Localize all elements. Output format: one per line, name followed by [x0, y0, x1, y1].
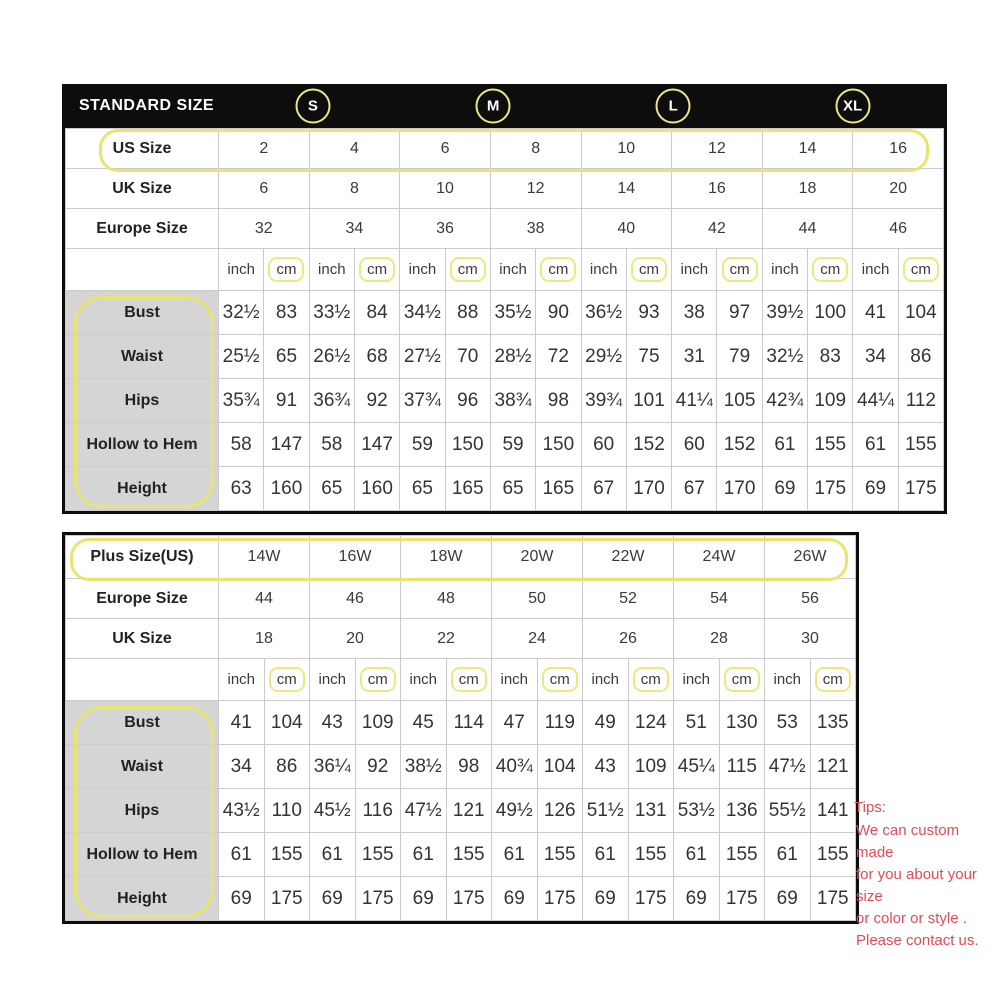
measurement-cell: 28½	[490, 335, 535, 379]
size-cell: 20	[853, 169, 944, 209]
size-cell: 16	[672, 169, 763, 209]
measurement-cell: 155	[808, 423, 853, 467]
measurement-cell: 26½	[309, 335, 354, 379]
measurement-cell: 59	[490, 423, 535, 467]
measurement-cell: 63	[219, 467, 264, 511]
size-badge-l	[656, 89, 691, 124]
measurement-cell: 155	[446, 833, 492, 877]
row-label: Hollow to Hem	[66, 833, 219, 877]
size-cell: 20	[310, 619, 401, 659]
inch-unit-cell: inch	[219, 659, 265, 701]
measurement-cell: 155	[810, 833, 856, 877]
measurement-cell: 49	[583, 701, 629, 745]
size-cell: 16	[853, 129, 944, 169]
row-label: Europe Size	[66, 579, 219, 619]
measurement-cell: 126	[537, 789, 583, 833]
size-cell: 22	[401, 619, 492, 659]
size-cell: 46	[853, 209, 944, 249]
measurement-cell: 61	[853, 423, 898, 467]
measurement-cell: 86	[264, 745, 310, 789]
measurement-cell: 114	[446, 701, 492, 745]
measurement-cell: 84	[354, 291, 399, 335]
measurement-cell: 155	[264, 833, 310, 877]
inch-unit-cell: inch	[853, 249, 898, 291]
measurement-cell: 69	[674, 877, 720, 921]
inch-unit-cell: inch	[310, 659, 356, 701]
cm-unit-cell	[264, 249, 309, 291]
measurement-cell: 35¾	[219, 379, 264, 423]
measurement-cell: 38	[672, 291, 717, 335]
measurement-cell: 68	[354, 335, 399, 379]
measurement-cell: 36¾	[309, 379, 354, 423]
size-cell: 18W	[401, 536, 492, 579]
measurement-cell: 49½	[492, 789, 538, 833]
measurement-cell: 141	[810, 789, 856, 833]
measurement-cell: 69	[219, 877, 265, 921]
row-label-empty	[66, 249, 219, 291]
measurement-cell: 91	[264, 379, 309, 423]
size-cell: 56	[765, 579, 856, 619]
tips-line: or color or style .	[856, 910, 967, 927]
measurement-cell: 36¼	[310, 745, 356, 789]
size-cell: 38	[490, 209, 581, 249]
row-label: Hollow to Hem	[66, 423, 219, 467]
size-cell: 44	[219, 579, 310, 619]
measurement-cell: 61	[674, 833, 720, 877]
cm-unit-cell	[717, 249, 762, 291]
measurement-cell: 86	[898, 335, 943, 379]
inch-unit-cell: inch	[400, 249, 445, 291]
measurement-cell: 105	[717, 379, 762, 423]
size-cell: 12	[490, 169, 581, 209]
measurement-cell: 175	[355, 877, 401, 921]
measurement-cell: 104	[264, 701, 310, 745]
size-cell: 24W	[674, 536, 765, 579]
row-label: Hips	[66, 789, 219, 833]
measurement-cell: 119	[537, 701, 583, 745]
measurement-cell: 39½	[762, 291, 807, 335]
inch-unit-cell: inch	[674, 659, 720, 701]
cm-unit-cell	[355, 659, 401, 701]
measurement-cell: 25½	[219, 335, 264, 379]
measurement-cell: 43	[583, 745, 629, 789]
unit-row	[66, 249, 944, 291]
measurement-cell: 61	[765, 833, 811, 877]
measurement-cell: 100	[808, 291, 853, 335]
measurement-cell: 93	[626, 291, 671, 335]
size-cell: 14	[581, 169, 672, 209]
measurement-cell: 83	[264, 291, 309, 335]
measurement-cell: 75	[626, 335, 671, 379]
cm-highlight: cm	[540, 257, 576, 282]
size-cell: 12	[672, 129, 763, 169]
measurement-cell: 61	[219, 833, 265, 877]
measurement-cell: 109	[355, 701, 401, 745]
size-row	[66, 619, 856, 659]
measurement-cell: 38¾	[490, 379, 535, 423]
cm-unit-cell	[445, 249, 490, 291]
measurement-row	[66, 335, 944, 379]
measurement-cell: 39¾	[581, 379, 626, 423]
tips-title: Tips:	[854, 799, 886, 816]
cm-unit-cell	[446, 659, 492, 701]
measurement-cell: 131	[628, 789, 674, 833]
measurement-cell: 67	[581, 467, 626, 511]
inch-unit-cell: inch	[581, 249, 626, 291]
inch-unit-cell: inch	[219, 249, 264, 291]
row-label: Plus Size(US)	[66, 536, 219, 579]
measurement-cell: 69	[583, 877, 629, 921]
measurement-cell: 152	[626, 423, 671, 467]
measurement-cell: 47½	[401, 789, 447, 833]
size-cell: 50	[492, 579, 583, 619]
measurement-cell: 65	[309, 467, 354, 511]
size-cell: 40	[581, 209, 672, 249]
measurement-cell: 61	[762, 423, 807, 467]
size-cell: 26W	[765, 536, 856, 579]
size-cell: 18	[219, 619, 310, 659]
cm-unit-cell	[628, 659, 674, 701]
cm-highlight: cm	[812, 257, 848, 282]
measurement-cell: 110	[264, 789, 310, 833]
measurement-cell: 165	[536, 467, 581, 511]
size-cell: 44	[762, 209, 853, 249]
measurement-cell: 45	[401, 701, 447, 745]
inch-unit-cell: inch	[401, 659, 447, 701]
inch-unit-cell: inch	[492, 659, 538, 701]
cm-highlight: cm	[631, 257, 667, 282]
size-cell: 52	[583, 579, 674, 619]
measurement-cell: 147	[264, 423, 309, 467]
measurement-cell: 65	[264, 335, 309, 379]
cm-unit-cell	[719, 659, 765, 701]
size-cell: 2	[219, 129, 310, 169]
measurement-cell: 27½	[400, 335, 445, 379]
measurement-row	[66, 833, 856, 877]
measurement-cell: 79	[717, 335, 762, 379]
measurement-cell: 165	[445, 467, 490, 511]
measurement-cell: 34	[219, 745, 265, 789]
cm-unit-cell	[536, 249, 581, 291]
measurement-row	[66, 291, 944, 335]
measurement-cell: 135	[810, 701, 856, 745]
measurement-cell: 121	[810, 745, 856, 789]
measurement-row	[66, 701, 856, 745]
measurement-cell: 58	[309, 423, 354, 467]
measurement-cell: 155	[628, 833, 674, 877]
measurement-cell: 160	[264, 467, 309, 511]
measurement-cell: 69	[853, 467, 898, 511]
measurement-cell: 32½	[219, 291, 264, 335]
measurement-cell: 70	[445, 335, 490, 379]
size-cell: 6	[400, 129, 491, 169]
measurement-cell: 67	[672, 467, 717, 511]
measurement-cell: 44¼	[853, 379, 898, 423]
measurement-cell: 41	[853, 291, 898, 335]
cm-highlight: cm	[903, 257, 939, 282]
cm-unit-cell	[537, 659, 583, 701]
measurement-cell: 175	[628, 877, 674, 921]
measurement-cell: 155	[355, 833, 401, 877]
cm-highlight: cm	[724, 667, 760, 692]
measurement-cell: 92	[355, 745, 401, 789]
size-cell: 24	[492, 619, 583, 659]
size-badge-m	[476, 89, 511, 124]
measurement-cell: 34	[853, 335, 898, 379]
measurement-cell: 109	[628, 745, 674, 789]
inch-unit-cell: inch	[309, 249, 354, 291]
size-cell: 8	[490, 129, 581, 169]
measurement-cell: 150	[536, 423, 581, 467]
measurement-cell: 41¼	[672, 379, 717, 423]
measurement-cell: 33½	[309, 291, 354, 335]
measurement-cell: 175	[446, 877, 492, 921]
cm-highlight: cm	[451, 667, 487, 692]
measurement-cell: 41	[219, 701, 265, 745]
measurement-cell: 155	[898, 423, 943, 467]
measurement-cell: 61	[583, 833, 629, 877]
measurement-cell: 43½	[219, 789, 265, 833]
size-cell: 18	[762, 169, 853, 209]
size-cell: 4	[309, 129, 400, 169]
measurement-cell: 90	[536, 291, 581, 335]
measurement-cell: 60	[672, 423, 717, 467]
measurement-cell: 88	[445, 291, 490, 335]
measurement-row	[66, 789, 856, 833]
tips-line: Please contact us.	[856, 932, 979, 949]
inch-unit-cell: inch	[583, 659, 629, 701]
measurement-cell: 61	[401, 833, 447, 877]
row-label: Bust	[66, 701, 219, 745]
measurement-cell: 65	[400, 467, 445, 511]
measurement-cell: 61	[492, 833, 538, 877]
size-cell: 42	[672, 209, 763, 249]
measurement-cell: 175	[537, 877, 583, 921]
size-row	[66, 169, 944, 209]
measurement-cell: 72	[536, 335, 581, 379]
size-cell: 48	[401, 579, 492, 619]
measurement-cell: 47½	[765, 745, 811, 789]
cm-highlight: cm	[359, 257, 395, 282]
measurement-row	[66, 423, 944, 467]
measurement-cell: 69	[762, 467, 807, 511]
row-label: US Size	[66, 129, 219, 169]
measurement-cell: 98	[446, 745, 492, 789]
measurement-cell: 69	[401, 877, 447, 921]
measurement-cell: 101	[626, 379, 671, 423]
measurement-cell: 42¾	[762, 379, 807, 423]
tips-note	[854, 797, 1000, 952]
inch-unit-cell: inch	[490, 249, 535, 291]
size-cell: 30	[765, 619, 856, 659]
measurement-row	[66, 745, 856, 789]
size-letter-l: L	[656, 89, 691, 124]
inch-unit-cell: inch	[672, 249, 717, 291]
standard-size-grid	[65, 128, 944, 511]
measurement-cell: 116	[355, 789, 401, 833]
measurement-cell: 147	[354, 423, 399, 467]
measurement-cell: 36½	[581, 291, 626, 335]
measurement-cell: 136	[719, 789, 765, 833]
size-cell: 14	[762, 129, 853, 169]
measurement-cell: 40¾	[492, 745, 538, 789]
cm-unit-cell	[626, 249, 671, 291]
measurement-cell: 53½	[674, 789, 720, 833]
measurement-cell: 69	[765, 877, 811, 921]
cm-highlight: cm	[722, 257, 758, 282]
measurement-cell: 69	[492, 877, 538, 921]
row-label: Bust	[66, 291, 219, 335]
measurement-cell: 51½	[583, 789, 629, 833]
size-cell: 28	[674, 619, 765, 659]
size-letter-s: S	[295, 89, 330, 124]
row-label: Waist	[66, 745, 219, 789]
size-cell: 46	[310, 579, 401, 619]
plus-size-grid	[65, 535, 856, 921]
row-label: Waist	[66, 335, 219, 379]
cm-unit-cell	[898, 249, 943, 291]
measurement-cell: 121	[446, 789, 492, 833]
unit-row	[66, 659, 856, 701]
size-row	[66, 536, 856, 579]
size-letter-xl: XL	[835, 89, 870, 124]
size-cell: 10	[400, 169, 491, 209]
size-cell: 54	[674, 579, 765, 619]
measurement-cell: 97	[717, 291, 762, 335]
measurement-cell: 104	[537, 745, 583, 789]
measurement-cell: 32½	[762, 335, 807, 379]
measurement-cell: 65	[490, 467, 535, 511]
measurement-cell: 115	[719, 745, 765, 789]
measurement-cell: 170	[626, 467, 671, 511]
standard-size-title: STANDARD SIZE	[79, 97, 215, 114]
measurement-cell: 175	[810, 877, 856, 921]
measurement-cell: 104	[898, 291, 943, 335]
measurement-cell: 55½	[765, 789, 811, 833]
measurement-cell: 51	[674, 701, 720, 745]
measurement-cell: 38½	[401, 745, 447, 789]
measurement-cell: 45½	[310, 789, 356, 833]
measurement-cell: 60	[581, 423, 626, 467]
row-label: Height	[66, 877, 219, 921]
measurement-cell: 150	[445, 423, 490, 467]
size-cell: 14W	[219, 536, 310, 579]
measurement-cell: 96	[445, 379, 490, 423]
cm-highlight: cm	[633, 667, 669, 692]
measurement-cell: 53	[765, 701, 811, 745]
size-cell: 8	[309, 169, 400, 209]
size-badge-s	[295, 89, 330, 124]
row-label: UK Size	[66, 619, 219, 659]
measurement-cell: 175	[808, 467, 853, 511]
size-cell: 36	[400, 209, 491, 249]
measurement-cell: 29½	[581, 335, 626, 379]
measurement-cell: 175	[264, 877, 310, 921]
tips-line: We can custom made	[856, 822, 960, 861]
measurement-cell: 43	[310, 701, 356, 745]
measurement-cell: 35½	[490, 291, 535, 335]
size-cell: 22W	[583, 536, 674, 579]
cm-highlight: cm	[450, 257, 486, 282]
size-cell: 20W	[492, 536, 583, 579]
measurement-cell: 83	[808, 335, 853, 379]
measurement-cell: 58	[219, 423, 264, 467]
measurement-cell: 130	[719, 701, 765, 745]
row-label: UK Size	[66, 169, 219, 209]
measurement-cell: 175	[719, 877, 765, 921]
cm-unit-cell	[808, 249, 853, 291]
inch-unit-cell: inch	[765, 659, 811, 701]
cm-unit-cell	[264, 659, 310, 701]
cm-highlight: cm	[542, 667, 578, 692]
measurement-cell: 98	[536, 379, 581, 423]
cm-highlight: cm	[269, 667, 305, 692]
cm-highlight: cm	[268, 257, 304, 282]
row-label-empty	[66, 659, 219, 701]
size-letter-m: M	[476, 89, 511, 124]
size-row	[66, 209, 944, 249]
measurement-cell: 112	[898, 379, 943, 423]
size-badge-xl	[835, 89, 870, 124]
standard-size-header	[65, 84, 944, 128]
measurement-row	[66, 877, 856, 921]
measurement-cell: 59	[400, 423, 445, 467]
tips-line: for you about your size	[856, 866, 977, 905]
measurement-cell: 109	[808, 379, 853, 423]
measurement-cell: 34½	[400, 291, 445, 335]
size-row	[66, 579, 856, 619]
plus-size-table	[62, 532, 859, 924]
measurement-cell: 47	[492, 701, 538, 745]
measurement-cell: 170	[717, 467, 762, 511]
size-cell: 26	[583, 619, 674, 659]
measurement-cell: 124	[628, 701, 674, 745]
measurement-cell: 31	[672, 335, 717, 379]
measurement-row	[66, 379, 944, 423]
measurement-cell: 37¾	[400, 379, 445, 423]
row-label: Hips	[66, 379, 219, 423]
size-cell: 34	[309, 209, 400, 249]
inch-unit-cell: inch	[762, 249, 807, 291]
measurement-row	[66, 467, 944, 511]
measurement-cell: 155	[719, 833, 765, 877]
measurement-cell: 92	[354, 379, 399, 423]
measurement-cell: 61	[310, 833, 356, 877]
size-cell: 16W	[310, 536, 401, 579]
size-cell: 10	[581, 129, 672, 169]
cm-highlight: cm	[815, 667, 851, 692]
size-cell: 32	[219, 209, 310, 249]
measurement-cell: 152	[717, 423, 762, 467]
cm-unit-cell	[810, 659, 856, 701]
row-label: Europe Size	[66, 209, 219, 249]
row-label: Height	[66, 467, 219, 511]
cm-highlight: cm	[360, 667, 396, 692]
size-cell: 6	[219, 169, 310, 209]
measurement-cell: 160	[354, 467, 399, 511]
cm-unit-cell	[354, 249, 399, 291]
measurement-cell: 45¼	[674, 745, 720, 789]
measurement-cell: 175	[898, 467, 943, 511]
standard-size-table	[62, 84, 947, 514]
measurement-cell: 155	[537, 833, 583, 877]
size-row	[66, 129, 944, 169]
measurement-cell: 69	[310, 877, 356, 921]
